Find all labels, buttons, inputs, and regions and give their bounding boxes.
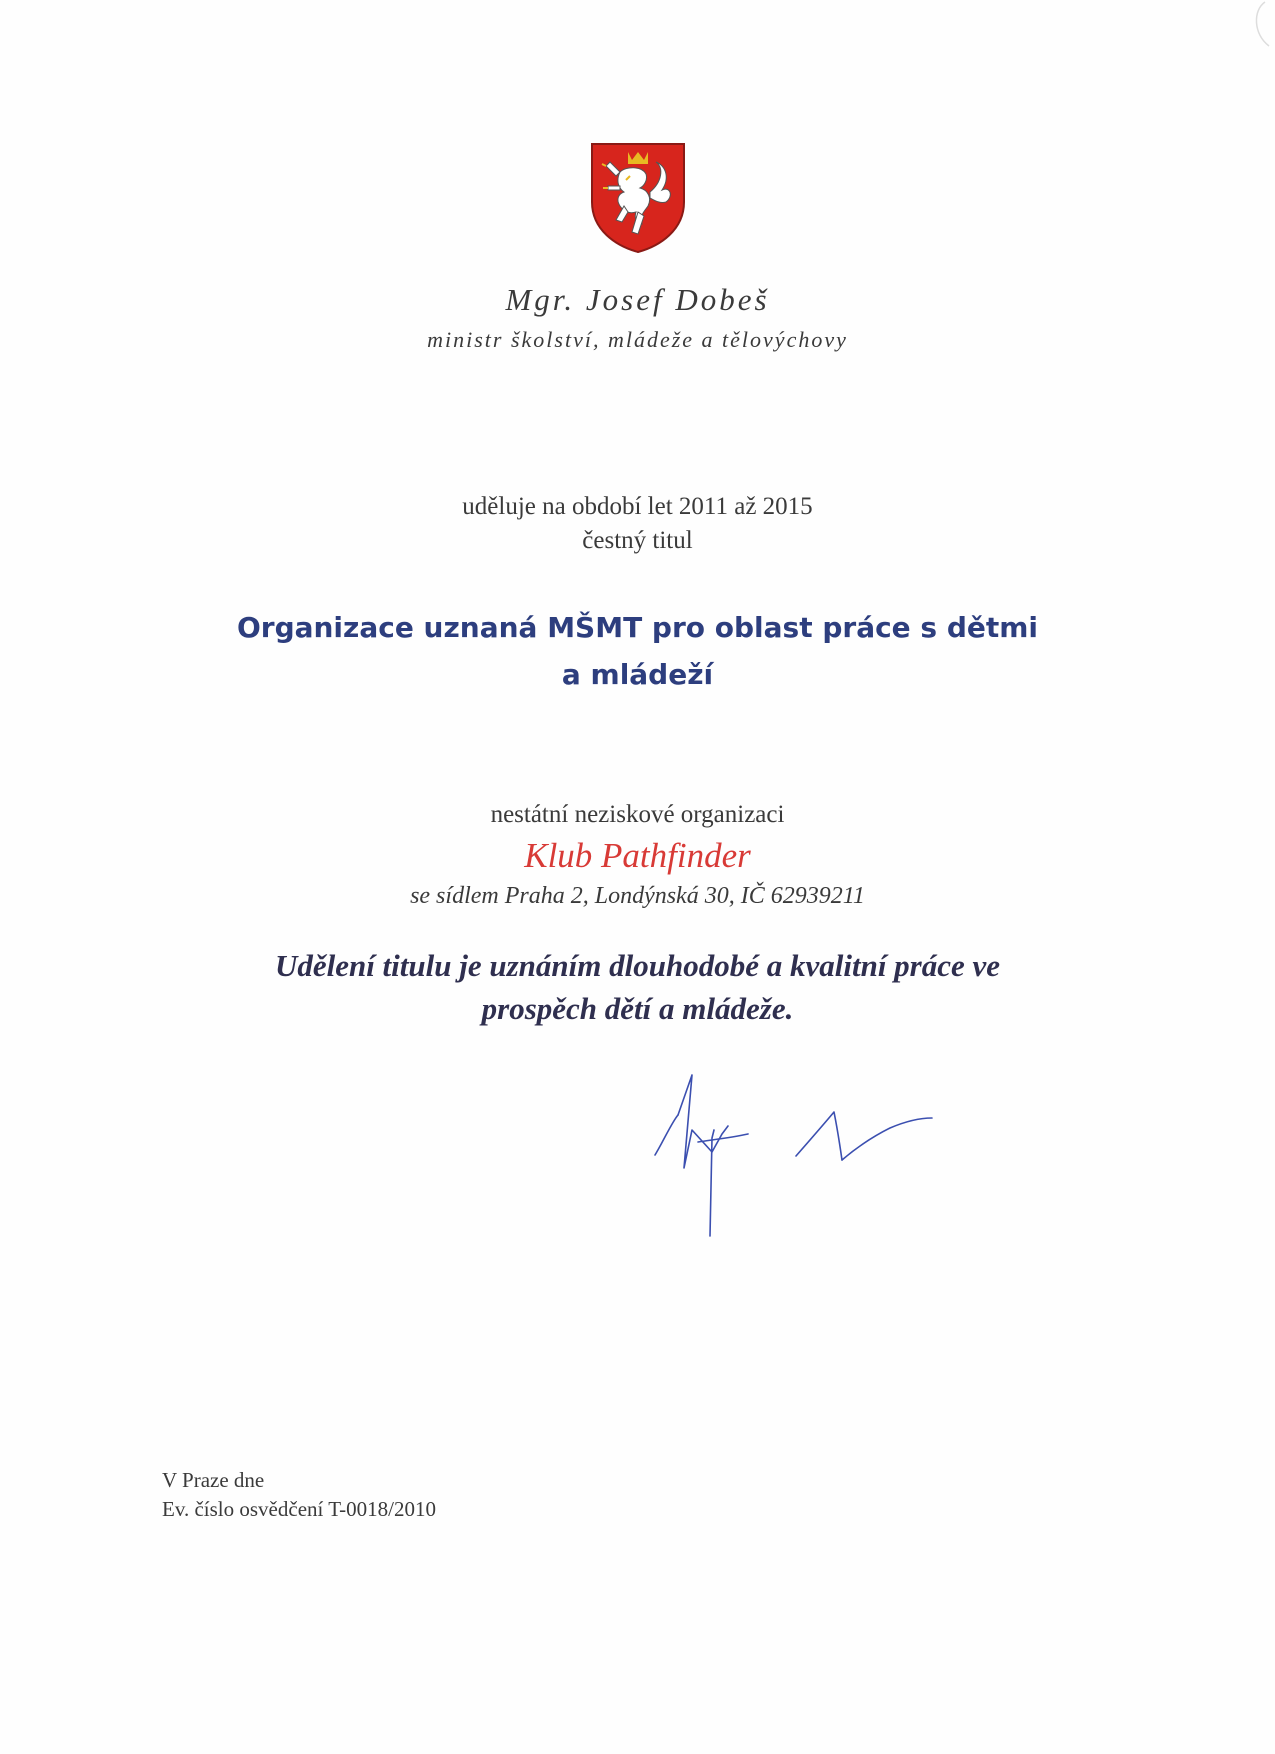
honorary-title-label: čestný titul bbox=[582, 527, 693, 554]
minister-role: ministr školství, mládeže a tělovýchovy bbox=[427, 327, 848, 352]
award-reason-line-2: prospěch dětí a mládeže. bbox=[481, 991, 794, 1026]
place-date-line: V Praze dne bbox=[162, 1468, 265, 1492]
handwritten-signature bbox=[650, 1060, 1030, 1250]
award-reason-line-1: Udělení titulu je uznáním dlouhodobé a kvalitní práce ve bbox=[274, 948, 1001, 983]
organization-name: Klub Pathfinder bbox=[524, 836, 751, 875]
scan-corner-mark bbox=[1235, 0, 1275, 50]
honorary-title-line-1: Organizace uznaná MŠMT pro oblast práce s dětmi bbox=[236, 611, 1039, 644]
organization-address: se sídlem Praha 2, Londýnská 30, IČ 62939211 bbox=[410, 883, 865, 909]
honorary-title-line-2: a mládeží bbox=[561, 658, 714, 691]
evidence-number: Ev. číslo osvědčení T-0018/2010 bbox=[162, 1497, 436, 1521]
czech-coat-of-arms-icon bbox=[590, 142, 686, 254]
organization-type: nestátní neziskové organizaci bbox=[490, 801, 785, 828]
minister-name: Mgr. Josef Dobeš bbox=[505, 282, 770, 317]
grant-period-text: uděluje na období let 2011 až 2015 bbox=[462, 493, 813, 520]
